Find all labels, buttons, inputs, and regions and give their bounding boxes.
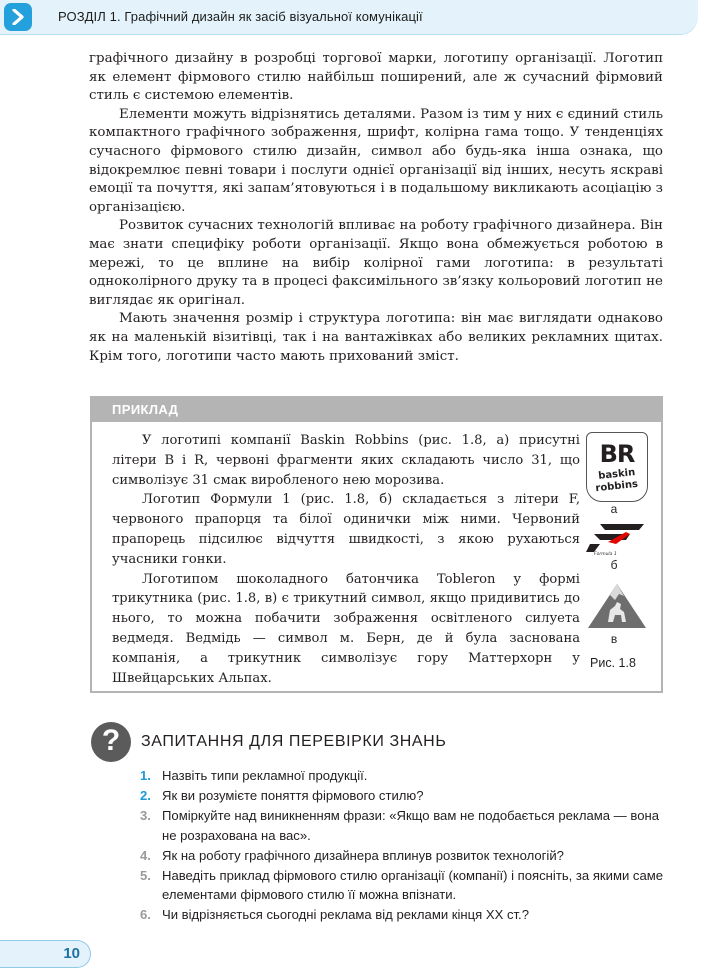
example-paragraph: У логотипі компанії Baskin Robbins (рис. 1.8, а) присутні літери В і R, червоні фрагменти яких складають число 31, що символізує 31 смак виробленого нею морозива. xyxy=(112,433,580,488)
caption-c: в xyxy=(610,632,618,646)
chapter-label: РОЗДІЛ 1. xyxy=(58,9,121,24)
question-text: Чи відрізняється сьогодні реклама від реклами кінця ХХ ст.? xyxy=(162,907,529,922)
paragraph: Елементи можуть відрізнятись деталями. Разом із тим у них є єдиний стиль компактного графічного зображення, шрифт, колірна гама тощо. У тенденціях сучасного фірмового стилю дизайн, символ або будь-яка інша ознака, що відокремлює певні товари і послуги однієї організації від інших, несуть яскраві емоції та почуття, які запам’ятовуються і в подальшому викликають асоціацію з організацією. xyxy=(89,106,663,215)
baskin-robbins-logo xyxy=(586,432,648,502)
question-number: 4. xyxy=(140,847,151,863)
question-glyph: ? xyxy=(101,724,121,757)
question-number: 5. xyxy=(140,867,151,883)
example-heading: ПРИКЛАД xyxy=(92,398,661,422)
question-text: Як на роботу графічного дизайнера вплинув розвиток технологій? xyxy=(162,847,564,863)
formula-1-logo xyxy=(586,520,648,556)
question-item xyxy=(140,905,670,925)
body-text xyxy=(89,50,663,366)
chapter-title xyxy=(58,9,423,24)
figure-label: Рис. 1.8 xyxy=(590,656,636,670)
svg-text:baskin: baskin xyxy=(597,467,636,482)
logo-f1-text: Formula 1 xyxy=(594,552,617,556)
page-number: 10 xyxy=(63,945,80,962)
paragraph: Розвиток сучасних технологій впливає на роботу графічного дизайнера. Він має знати специфіку роботи організації. Якщо вона обмежується роботою в мережі, то це вплине на вибір колірної гами логотипа: в результаті одноколірного друку та в процесі факсимільного зв’язку кольоровий логотип не виглядає як оригінал. xyxy=(89,218,663,308)
question-item xyxy=(140,766,670,786)
questions-list xyxy=(140,766,670,925)
caption-a: а xyxy=(610,502,618,516)
toblerone-logo xyxy=(586,582,648,630)
page-number-tab xyxy=(0,940,91,968)
question-number: 1. xyxy=(140,768,151,783)
example-text xyxy=(112,431,580,688)
chapter-header xyxy=(0,0,698,35)
question-mark-icon xyxy=(91,722,131,762)
questions-title: ЗАПИТАННЯ ДЛЯ ПЕРЕВІРКИ ЗНАНЬ xyxy=(141,733,447,750)
example-paragraph: Логотипом шоколадного батончика Toblerоn у формі трикутника (рис. 1.8, в) є трикутний символ, якщо придивитись до нього, то можна побачити зображення освітленого силуета ведмедя. Ведмідь — символ м. Берн, де й була заснована компанія, а трикутник символізує гору Маттерхорн у Швейцарських Альпах. xyxy=(112,571,580,686)
paragraph: Мають значення розмір і структура логотипа: він має виглядати однаково як на маленькій візитівці, так і на вантажівках або великих рекламних щитах. Крім того, логотипи часто мають прихований зміст. xyxy=(89,311,663,364)
logo-monogram: BR xyxy=(599,440,635,468)
question-text: Поміркуйте над виникненням фрази: «Якщо вам не подобається реклама — вона не розрахована на вас». xyxy=(162,808,659,843)
paragraph: графічного дизайну в розробці торгової марки, логотипу організації. Логотип як елемент фірмового стилю найбільш поширений, але ж сучасний фірмовий стиль є системою елементів. xyxy=(89,51,663,104)
caption-b: б xyxy=(610,558,618,572)
chapter-name: Графічний дизайн як засіб візуальної комунікації xyxy=(124,9,423,24)
question-item xyxy=(140,866,670,905)
example-box xyxy=(90,396,663,693)
example-paragraph: Логотип Формули 1 (рис. 1.8, б) складається з літери F, червоного прапорця та білої одинички між ними. Червоний прапорець підсилює відчуття швидкості, з якою рухаються учасники гонки. xyxy=(112,492,580,567)
question-item xyxy=(140,846,670,866)
chevron-right-icon xyxy=(4,3,32,31)
question-number: 2. xyxy=(140,788,151,803)
svg-text:robbins: robbins xyxy=(594,478,639,495)
question-text: Назвіть типи рекламної продукції. xyxy=(162,768,368,783)
question-text: Як ви розумієте поняття фірмового стилю? xyxy=(162,788,424,803)
question-number: 3. xyxy=(140,808,151,823)
question-number: 6. xyxy=(140,907,151,922)
question-item xyxy=(140,806,670,845)
question-text: Наведіть приклад фірмового стилю організації (компанії) і поясніть, за якими саме елементами фірмового стилю її можна впізнати. xyxy=(162,867,664,902)
question-item xyxy=(140,786,670,806)
